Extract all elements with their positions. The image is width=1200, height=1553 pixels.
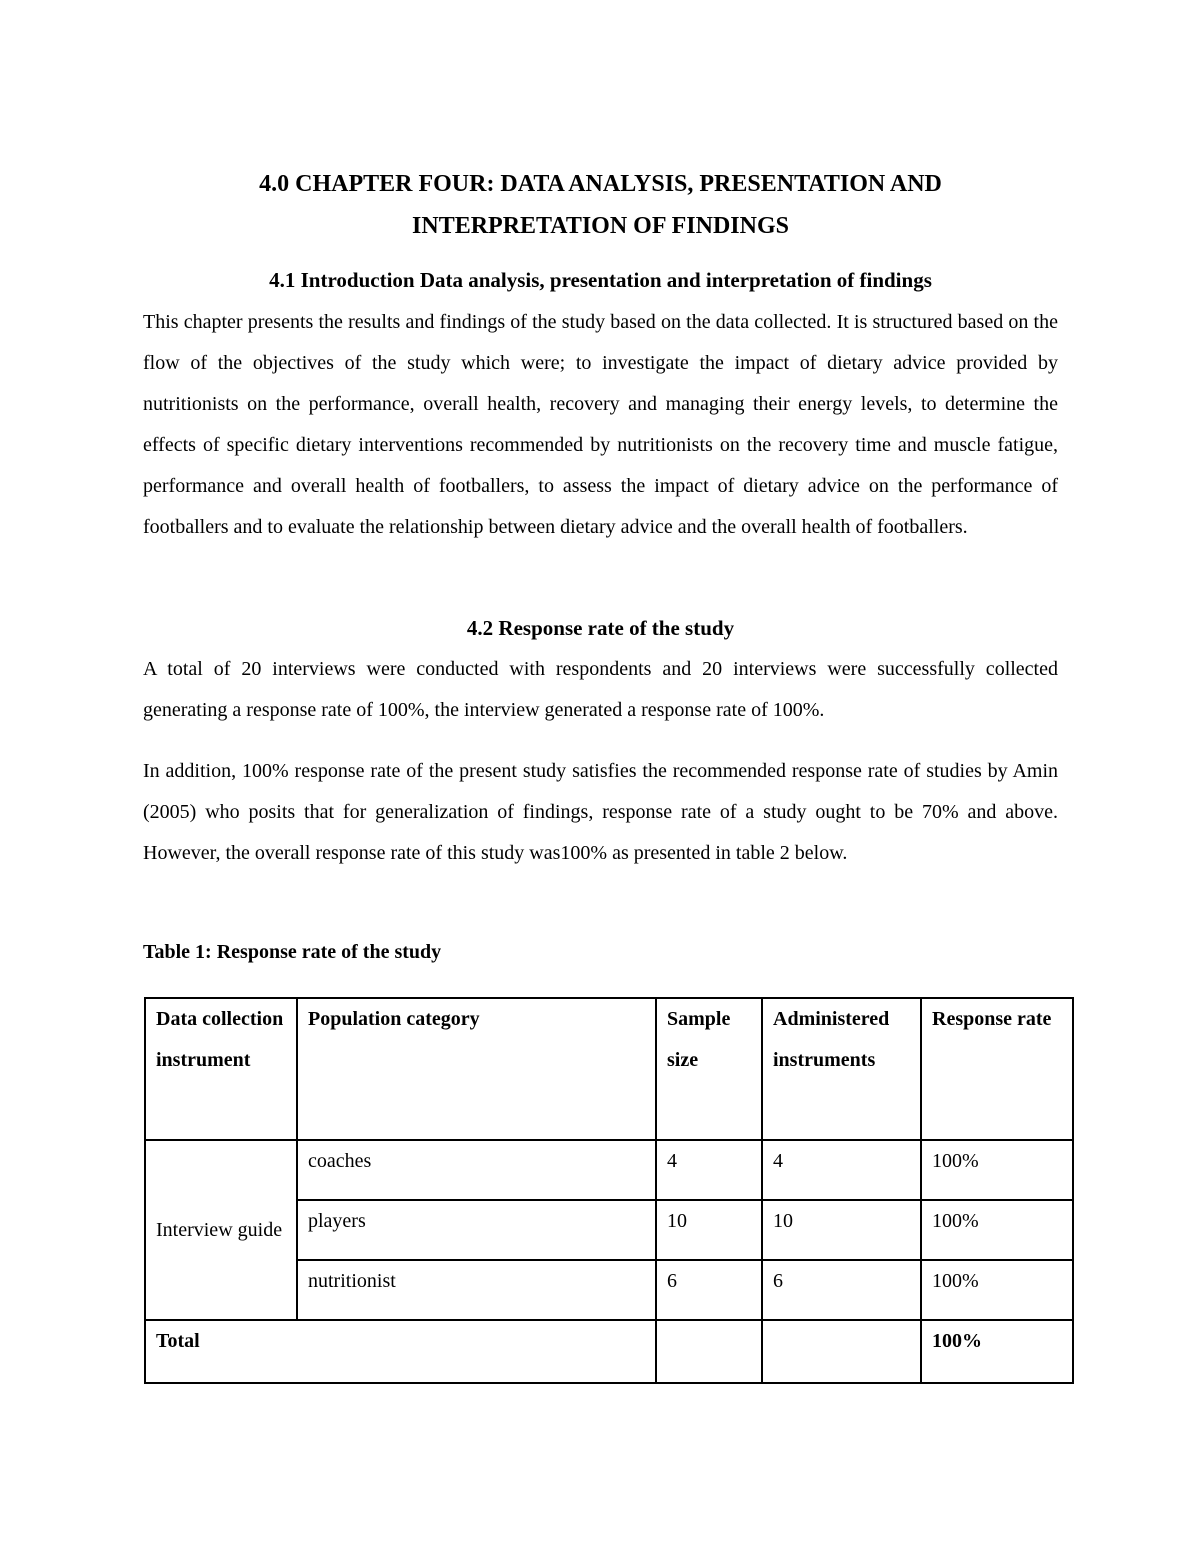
administered-cell: 4: [762, 1140, 921, 1200]
rate-cell: 100%: [921, 1140, 1073, 1200]
response-rate-table: [144, 997, 1074, 1384]
sample-cell: 10: [656, 1200, 762, 1260]
header-response-rate: Response rate: [921, 998, 1073, 1140]
table-header-row: [145, 998, 1073, 1140]
table-caption: Table 1: Response rate of the study: [143, 941, 442, 963]
header-administered-instruments: Administered instruments: [762, 998, 921, 1140]
administered-cell: 10: [762, 1200, 921, 1260]
instrument-cell: Interview guide: [145, 1140, 297, 1320]
chapter-title: [143, 163, 1058, 247]
rate-cell: 100%: [921, 1200, 1073, 1260]
section-1-paragraph: This chapter presents the results and findings of the study based on the data collected. It is structured based on the flow of the objectives of the study which were; to investigate the impact of dietary advice provided by nutritionists on the performance, overall health, recovery and managing their energy levels, to determine the effects of specific dietary interventions recommended by nutritionists on the recovery time and muscle fatigue, performance and overall health of footballers, to assess the impact of dietary advice on the performance of footballers and to evaluate the relationship between dietary advice and the overall health of footballers.: [143, 311, 1058, 538]
header-population-category: Population category: [297, 998, 656, 1140]
sample-cell: 4: [656, 1140, 762, 1200]
chapter-title-line-2: INTERPRETATION OF FINDINGS: [412, 213, 789, 239]
chapter-title-line-1: 4.0 CHAPTER FOUR: DATA ANALYSIS, PRESENTATION AND: [259, 171, 942, 197]
total-rate-cell: 100%: [921, 1320, 1073, 1383]
section-2-heading: 4.2 Response rate of the study: [466, 616, 735, 640]
administered-cell: 6: [762, 1260, 921, 1320]
total-sample-cell: [656, 1320, 762, 1383]
table-row: [145, 1140, 1073, 1200]
total-administered-cell: [762, 1320, 921, 1383]
section-2-paragraph-2: In addition, 100% response rate of the present study satisfies the recommended response rate of studies by Amin (2005) who posits that for generalization of findings, response rate of a study ought to be 70% and above. However, the overall response rate of this study was100% as presented in table 2 below.: [143, 760, 1058, 864]
total-label-cell: Total: [145, 1320, 656, 1383]
rate-cell: 100%: [921, 1260, 1073, 1320]
category-cell: nutritionist: [297, 1260, 656, 1320]
category-cell: coaches: [297, 1140, 656, 1200]
header-sample-size: Sample size: [656, 998, 762, 1140]
table-total-row: [145, 1320, 1073, 1383]
section-2-paragraph-1: A total of 20 interviews were conducted with respondents and 20 interviews were successfully collected generating a response rate of 100%, the interview generated a response rate of 100%.: [143, 658, 1058, 721]
sample-cell: 6: [656, 1260, 762, 1320]
category-cell: players: [297, 1200, 656, 1260]
header-instrument: Data collection instrument: [145, 998, 297, 1140]
section-1-heading: 4.1 Introduction Data analysis, presentation and interpretation of findings: [269, 268, 932, 292]
